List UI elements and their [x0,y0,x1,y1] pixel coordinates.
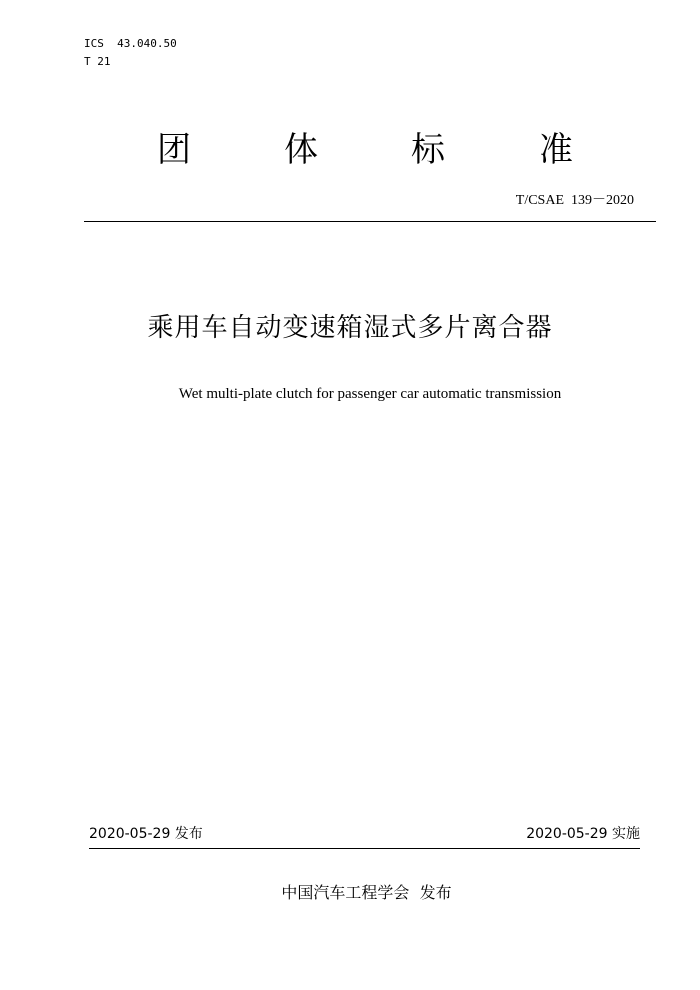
implement-date: 2020-05-29 实施 [526,826,640,842]
standard-type-char: 准 [539,130,573,170]
category-code: T 21 [84,55,111,68]
ics-code: ICS 43.040.50 [84,37,177,50]
standard-type-char: 标 [411,130,445,170]
standard-type-heading [0,128,700,172]
top-divider [84,221,656,222]
bottom-divider [89,848,640,849]
standard-number: T/CSAE 139－2020 [515,193,634,208]
publisher: 中国汽车工程学会 发布 [281,883,452,902]
standard-type-char: 团 [157,130,191,170]
publish-date: 2020-05-29 发布 [89,826,203,842]
title-english: Wet multi-plate clutch for passenger car automatic transmission [178,386,562,402]
title-chinese: 乘用车自动变速箱湿式多片离合器 [147,313,553,343]
standard-type-char: 体 [284,130,318,170]
